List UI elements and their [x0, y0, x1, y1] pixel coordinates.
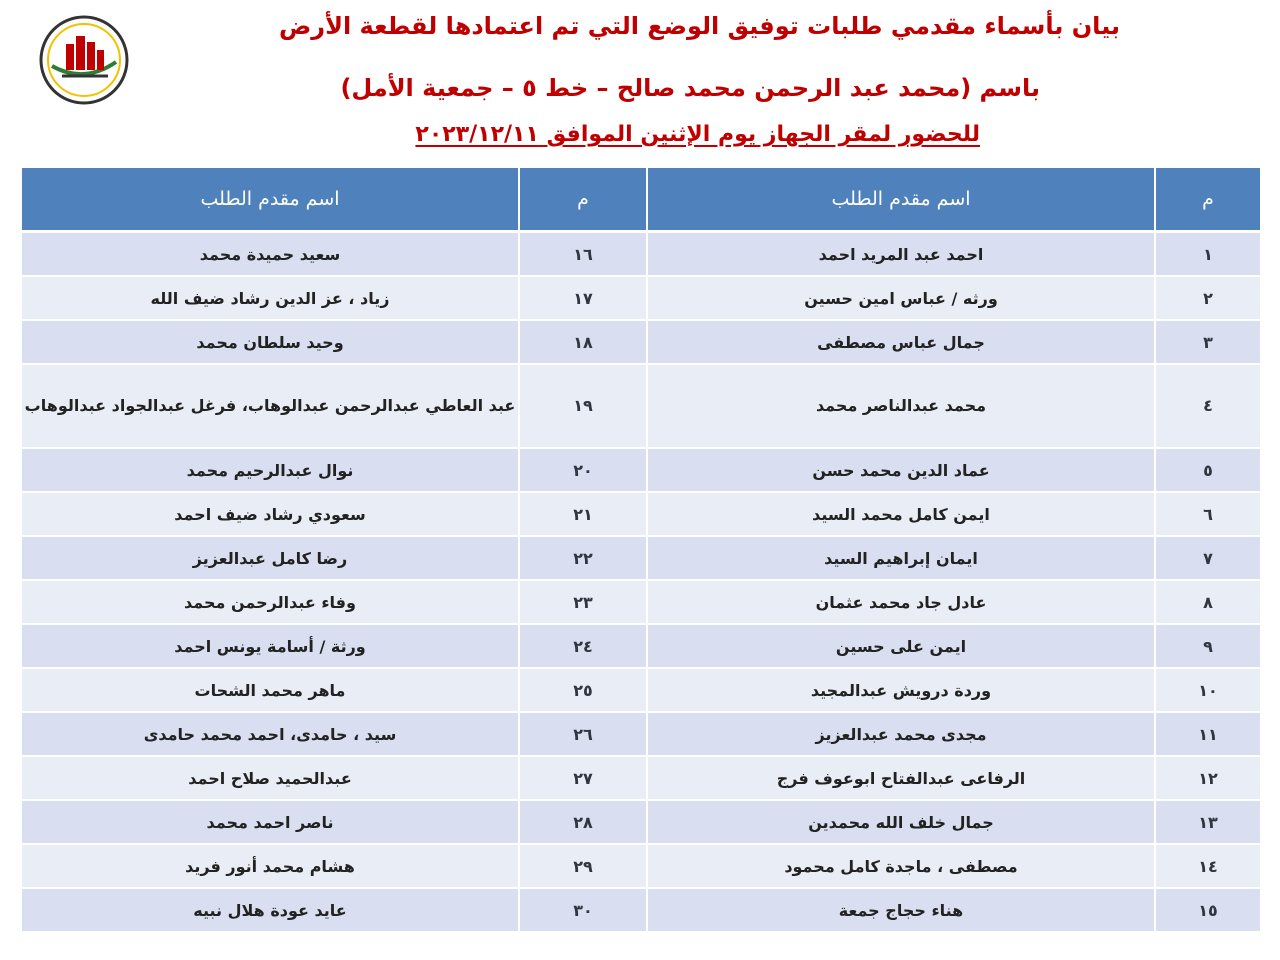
attendance-date-line: للحضور لمقر الجهاز يوم الإثنين الموافق ٢٠٢٣/١٢/١١: [415, 122, 980, 147]
applicant-name: عماد الدين محمد حسن: [647, 448, 1155, 492]
applicant-name: ايمن كامل محمد السيد: [647, 492, 1155, 536]
applicant-name: سعيد حميدة محمد: [21, 232, 519, 277]
applicant-name: جمال عباس مصطفى: [647, 320, 1155, 364]
row-number: ١٥: [1155, 888, 1261, 932]
row-number: ١٦: [519, 232, 647, 277]
applicant-name: جمال خلف الله محمدين: [647, 800, 1155, 844]
table-row: [21, 448, 1261, 492]
row-number: ٢٦: [519, 712, 647, 756]
row-number: ٨: [1155, 580, 1261, 624]
row-number: ٢٣: [519, 580, 647, 624]
row-number: ٢٢: [519, 536, 647, 580]
row-number: ١١: [1155, 712, 1261, 756]
row-number: ٣: [1155, 320, 1261, 364]
applicant-name: سعودي رشاد ضيف احمد: [21, 492, 519, 536]
row-number: ٢٧: [519, 756, 647, 800]
row-number: ١: [1155, 232, 1261, 277]
row-number: ٢٩: [519, 844, 647, 888]
row-number: ٤: [1155, 364, 1261, 448]
row-number: ١٤: [1155, 844, 1261, 888]
row-number: ٢١: [519, 492, 647, 536]
table-row: [21, 232, 1261, 277]
applicant-name: عايد عودة هلال نبيه: [21, 888, 519, 932]
document-title-subject: باسم (محمد عبد الرحمن محمد صالح – خط ٥ – جمعية الأمل): [340, 74, 1040, 102]
applicant-name: محمد عبدالناصر محمد: [647, 364, 1155, 448]
table-row: [21, 800, 1261, 844]
column-header-number: م: [1155, 167, 1261, 232]
table-row: [21, 580, 1261, 624]
applicant-name: احمد عبد المريد احمد: [647, 232, 1155, 277]
applicant-name: هناء حجاج جمعة: [647, 888, 1155, 932]
applicants-table: [20, 166, 1262, 933]
table-row: [21, 536, 1261, 580]
table-row: [21, 844, 1261, 888]
table-row: [21, 668, 1261, 712]
row-number: ٢٤: [519, 624, 647, 668]
table-row: [21, 492, 1261, 536]
table-row: [21, 276, 1261, 320]
applicant-name: نوال عبدالرحيم محمد: [21, 448, 519, 492]
applicant-name: وحيد سلطان محمد: [21, 320, 519, 364]
table-row: [21, 364, 1261, 448]
applicant-name: عادل جاد محمد عثمان: [647, 580, 1155, 624]
city-authority-logo: [38, 14, 130, 106]
row-number: ٦: [1155, 492, 1261, 536]
row-number: ٣٠: [519, 888, 647, 932]
applicant-name: الرفاعى عبدالفتاح ابوعوف فرج: [647, 756, 1155, 800]
applicant-name: ورثة / أسامة يونس احمد: [21, 624, 519, 668]
row-number: ٩: [1155, 624, 1261, 668]
column-header-number: م: [519, 167, 647, 232]
row-number: ١٧: [519, 276, 647, 320]
row-number: ٢٠: [519, 448, 647, 492]
table-row: [21, 888, 1261, 932]
applicant-name: عبد العاطي عبدالرحمن عبدالوهاب، فرغل عبدالجواد عبدالوهاب: [21, 364, 519, 448]
row-number: ٢: [1155, 276, 1261, 320]
row-number: ٢٨: [519, 800, 647, 844]
applicant-name: ماهر محمد الشحات: [21, 668, 519, 712]
document-title: بيان بأسماء مقدمي طلبات توفيق الوضع التي تم اعتمادها لقطعة الأرض: [279, 12, 1120, 40]
applicant-name: ناصر احمد محمد: [21, 800, 519, 844]
row-number: ١٩: [519, 364, 647, 448]
logo-emblem-icon: [38, 14, 130, 106]
column-header-name: اسم مقدم الطلب: [647, 167, 1155, 232]
table-row: [21, 624, 1261, 668]
applicant-name: مجدى محمد عبدالعزيز: [647, 712, 1155, 756]
applicant-name: ايمن على حسين: [647, 624, 1155, 668]
applicant-name: عبدالحميد صلاح احمد: [21, 756, 519, 800]
applicant-name: هشام محمد أنور فريد: [21, 844, 519, 888]
row-number: ١٢: [1155, 756, 1261, 800]
applicant-name: رضا كامل عبدالعزيز: [21, 536, 519, 580]
column-header-name: اسم مقدم الطلب: [21, 167, 519, 232]
table-row: [21, 756, 1261, 800]
applicant-name: ايمان إبراهيم السيد: [647, 536, 1155, 580]
applicant-name: ورثه / عباس امين حسين: [647, 276, 1155, 320]
applicant-name: زياد ، عز الدين رشاد ضيف الله: [21, 276, 519, 320]
applicant-name: وفاء عبدالرحمن محمد: [21, 580, 519, 624]
row-number: ١٣: [1155, 800, 1261, 844]
table-row: [21, 320, 1261, 364]
applicant-name: سيد ، حامدى، احمد محمد حامدى: [21, 712, 519, 756]
row-number: ٧: [1155, 536, 1261, 580]
row-number: ٢٥: [519, 668, 647, 712]
row-number: ١٨: [519, 320, 647, 364]
row-number: ١٠: [1155, 668, 1261, 712]
table-row: [21, 712, 1261, 756]
applicant-name: وردة درويش عبدالمجيد: [647, 668, 1155, 712]
row-number: ٥: [1155, 448, 1261, 492]
applicant-name: مصطفى ، ماجدة كامل محمود: [647, 844, 1155, 888]
table-header-row: [21, 167, 1261, 232]
